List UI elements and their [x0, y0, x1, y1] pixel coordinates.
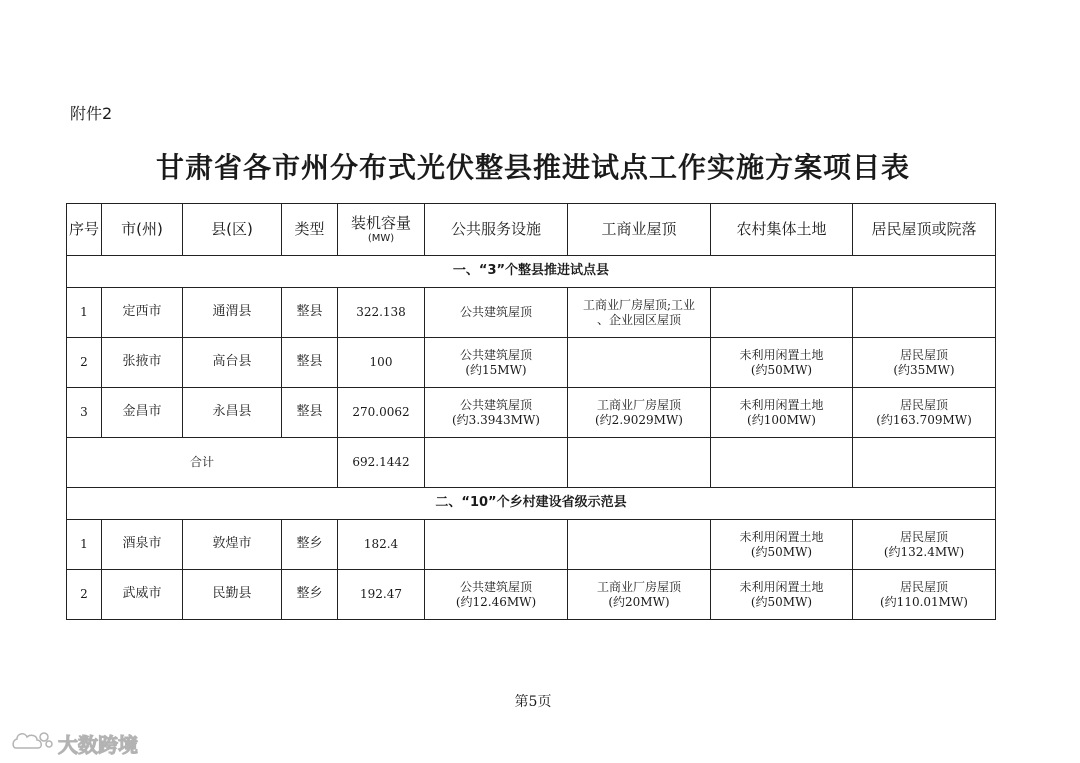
cell-public-line: 公共建筑屋顶 [459, 347, 532, 362]
watermark-text: 大数跨境 [58, 732, 138, 757]
cell-type: 整县 [282, 288, 338, 338]
cell-public [425, 338, 568, 388]
cell-public-line: (约15MW) [465, 362, 527, 377]
cell-county: 民勤县 [183, 570, 282, 620]
cell-resident-line: 居民屋顶 [899, 579, 948, 594]
cell-resident-line: 居民屋顶 [899, 529, 948, 544]
cell-public [425, 520, 568, 570]
cell-type: 整县 [282, 388, 338, 438]
cell-no: 1 [67, 520, 102, 570]
project-table [66, 203, 996, 620]
table-row [67, 388, 996, 438]
header-type: 类型 [282, 204, 338, 256]
header-public: 公共服务设施 [425, 204, 568, 256]
cell-resident-line: (约132.4MW) [883, 544, 965, 559]
section-heading-row [67, 488, 996, 520]
total-value: 692.1442 [338, 438, 425, 488]
cell-public [425, 388, 568, 438]
cell-rural-line: (约50MW) [750, 362, 813, 377]
cell-capacity: 322.138 [338, 288, 425, 338]
cell-resident [853, 338, 996, 388]
cell-capacity: 100 [338, 338, 425, 388]
cell-industrial-line: 工商业厂房屋顶 [596, 397, 681, 412]
cell-industrial [568, 388, 711, 438]
cell-industrial [568, 288, 711, 338]
cell-rural-line: (约50MW) [750, 594, 813, 609]
cell-rural [711, 338, 853, 388]
cell-resident-line: (约163.709MW) [876, 412, 972, 427]
table-row [67, 338, 996, 388]
page-title: 甘肃省各市州分布式光伏整县推进试点工作实施方案项目表 [155, 151, 910, 184]
empty-cell [568, 438, 711, 488]
page-number: 第5页 [514, 694, 552, 710]
cell-public [425, 570, 568, 620]
cell-industrial-line: 、企业园区屋顶 [596, 312, 681, 327]
cell-county: 高台县 [183, 338, 282, 388]
cell-city: 酒泉市 [102, 520, 183, 570]
cell-public-line: (约12.46MW) [455, 594, 537, 609]
cell-public [425, 288, 568, 338]
cell-industrial-line: (约2.9029MW) [595, 412, 683, 427]
cell-type: 整县 [282, 338, 338, 388]
cell-rural-line: (约100MW) [747, 412, 816, 427]
logo-bubble-icon [10, 728, 54, 758]
header-county: 县(区) [183, 204, 282, 256]
cell-public-line: (约3.3943MW) [452, 412, 540, 427]
cell-public-line: 公共建筑屋顶 [459, 305, 532, 319]
header-rural: 农村集体土地 [711, 204, 853, 256]
cell-industrial-line: 工商业厂房屋顶 [596, 579, 681, 594]
cell-rural-line: 未利用闲置土地 [739, 579, 824, 594]
section-heading-row [67, 256, 996, 288]
cell-resident-line: 居民屋顶 [899, 347, 948, 362]
cell-resident-line: (约110.01MW) [880, 594, 968, 609]
cell-rural-line: 未利用闲置土地 [739, 347, 824, 362]
watermark [10, 728, 138, 758]
cell-industrial-line: (约20MW) [608, 594, 670, 609]
cell-industrial-line: 工商业厂房屋顶;工业 [582, 297, 696, 312]
cell-city: 金昌市 [102, 388, 183, 438]
cell-resident [853, 570, 996, 620]
cell-no: 2 [67, 338, 102, 388]
cell-rural [711, 520, 853, 570]
cell-public-line: 公共建筑屋顶 [459, 579, 532, 594]
cell-resident-line: (约35MW) [893, 362, 955, 377]
cell-county: 敦煌市 [183, 520, 282, 570]
table-row [67, 570, 996, 620]
total-label: 合计 [67, 438, 338, 488]
total-row [67, 438, 996, 488]
cell-industrial [568, 570, 711, 620]
cell-rural [711, 570, 853, 620]
cell-resident-line: 居民屋顶 [899, 397, 948, 412]
cell-industrial [568, 520, 711, 570]
section-title: 二、“10”个乡村建设省级示范县 [67, 488, 996, 520]
cell-rural-line: 未利用闲置土地 [739, 529, 824, 544]
cell-county: 通渭县 [183, 288, 282, 338]
cell-industrial [568, 338, 711, 388]
cell-no: 3 [67, 388, 102, 438]
cell-resident [853, 388, 996, 438]
header-capacity [338, 204, 425, 256]
cell-type: 整乡 [282, 520, 338, 570]
header-industrial: 工商业屋顶 [568, 204, 711, 256]
header-capacity-unit: (MW) [367, 232, 395, 244]
cell-capacity: 192.47 [338, 570, 425, 620]
cell-rural [711, 288, 853, 338]
cell-public-line: 公共建筑屋顶 [459, 397, 532, 412]
cell-no: 1 [67, 288, 102, 338]
cell-type: 整乡 [282, 570, 338, 620]
cell-rural-line: (约50MW) [750, 544, 813, 559]
cell-resident [853, 520, 996, 570]
header-capacity-label: 装机容量 [350, 213, 411, 232]
header-resident: 居民屋顶或院落 [853, 204, 996, 256]
cell-city: 定西市 [102, 288, 183, 338]
cell-city: 武威市 [102, 570, 183, 620]
empty-cell [853, 438, 996, 488]
empty-cell [425, 438, 568, 488]
cell-city: 张掖市 [102, 338, 183, 388]
cell-no: 2 [67, 570, 102, 620]
cell-capacity: 182.4 [338, 520, 425, 570]
cell-resident [853, 288, 996, 338]
cell-rural-line: 未利用闲置土地 [739, 397, 824, 412]
table-row [67, 520, 996, 570]
section-title: 一、“3”个整县推进试点县 [67, 256, 996, 288]
header-city: 市(州) [102, 204, 183, 256]
cell-rural [711, 388, 853, 438]
table-row [67, 288, 996, 338]
attachment-label: 附件2 [70, 104, 113, 123]
cell-capacity: 270.0062 [338, 388, 425, 438]
cell-county: 永昌县 [183, 388, 282, 438]
table-header-row [67, 204, 996, 256]
empty-cell [711, 438, 853, 488]
header-no: 序号 [67, 204, 102, 256]
